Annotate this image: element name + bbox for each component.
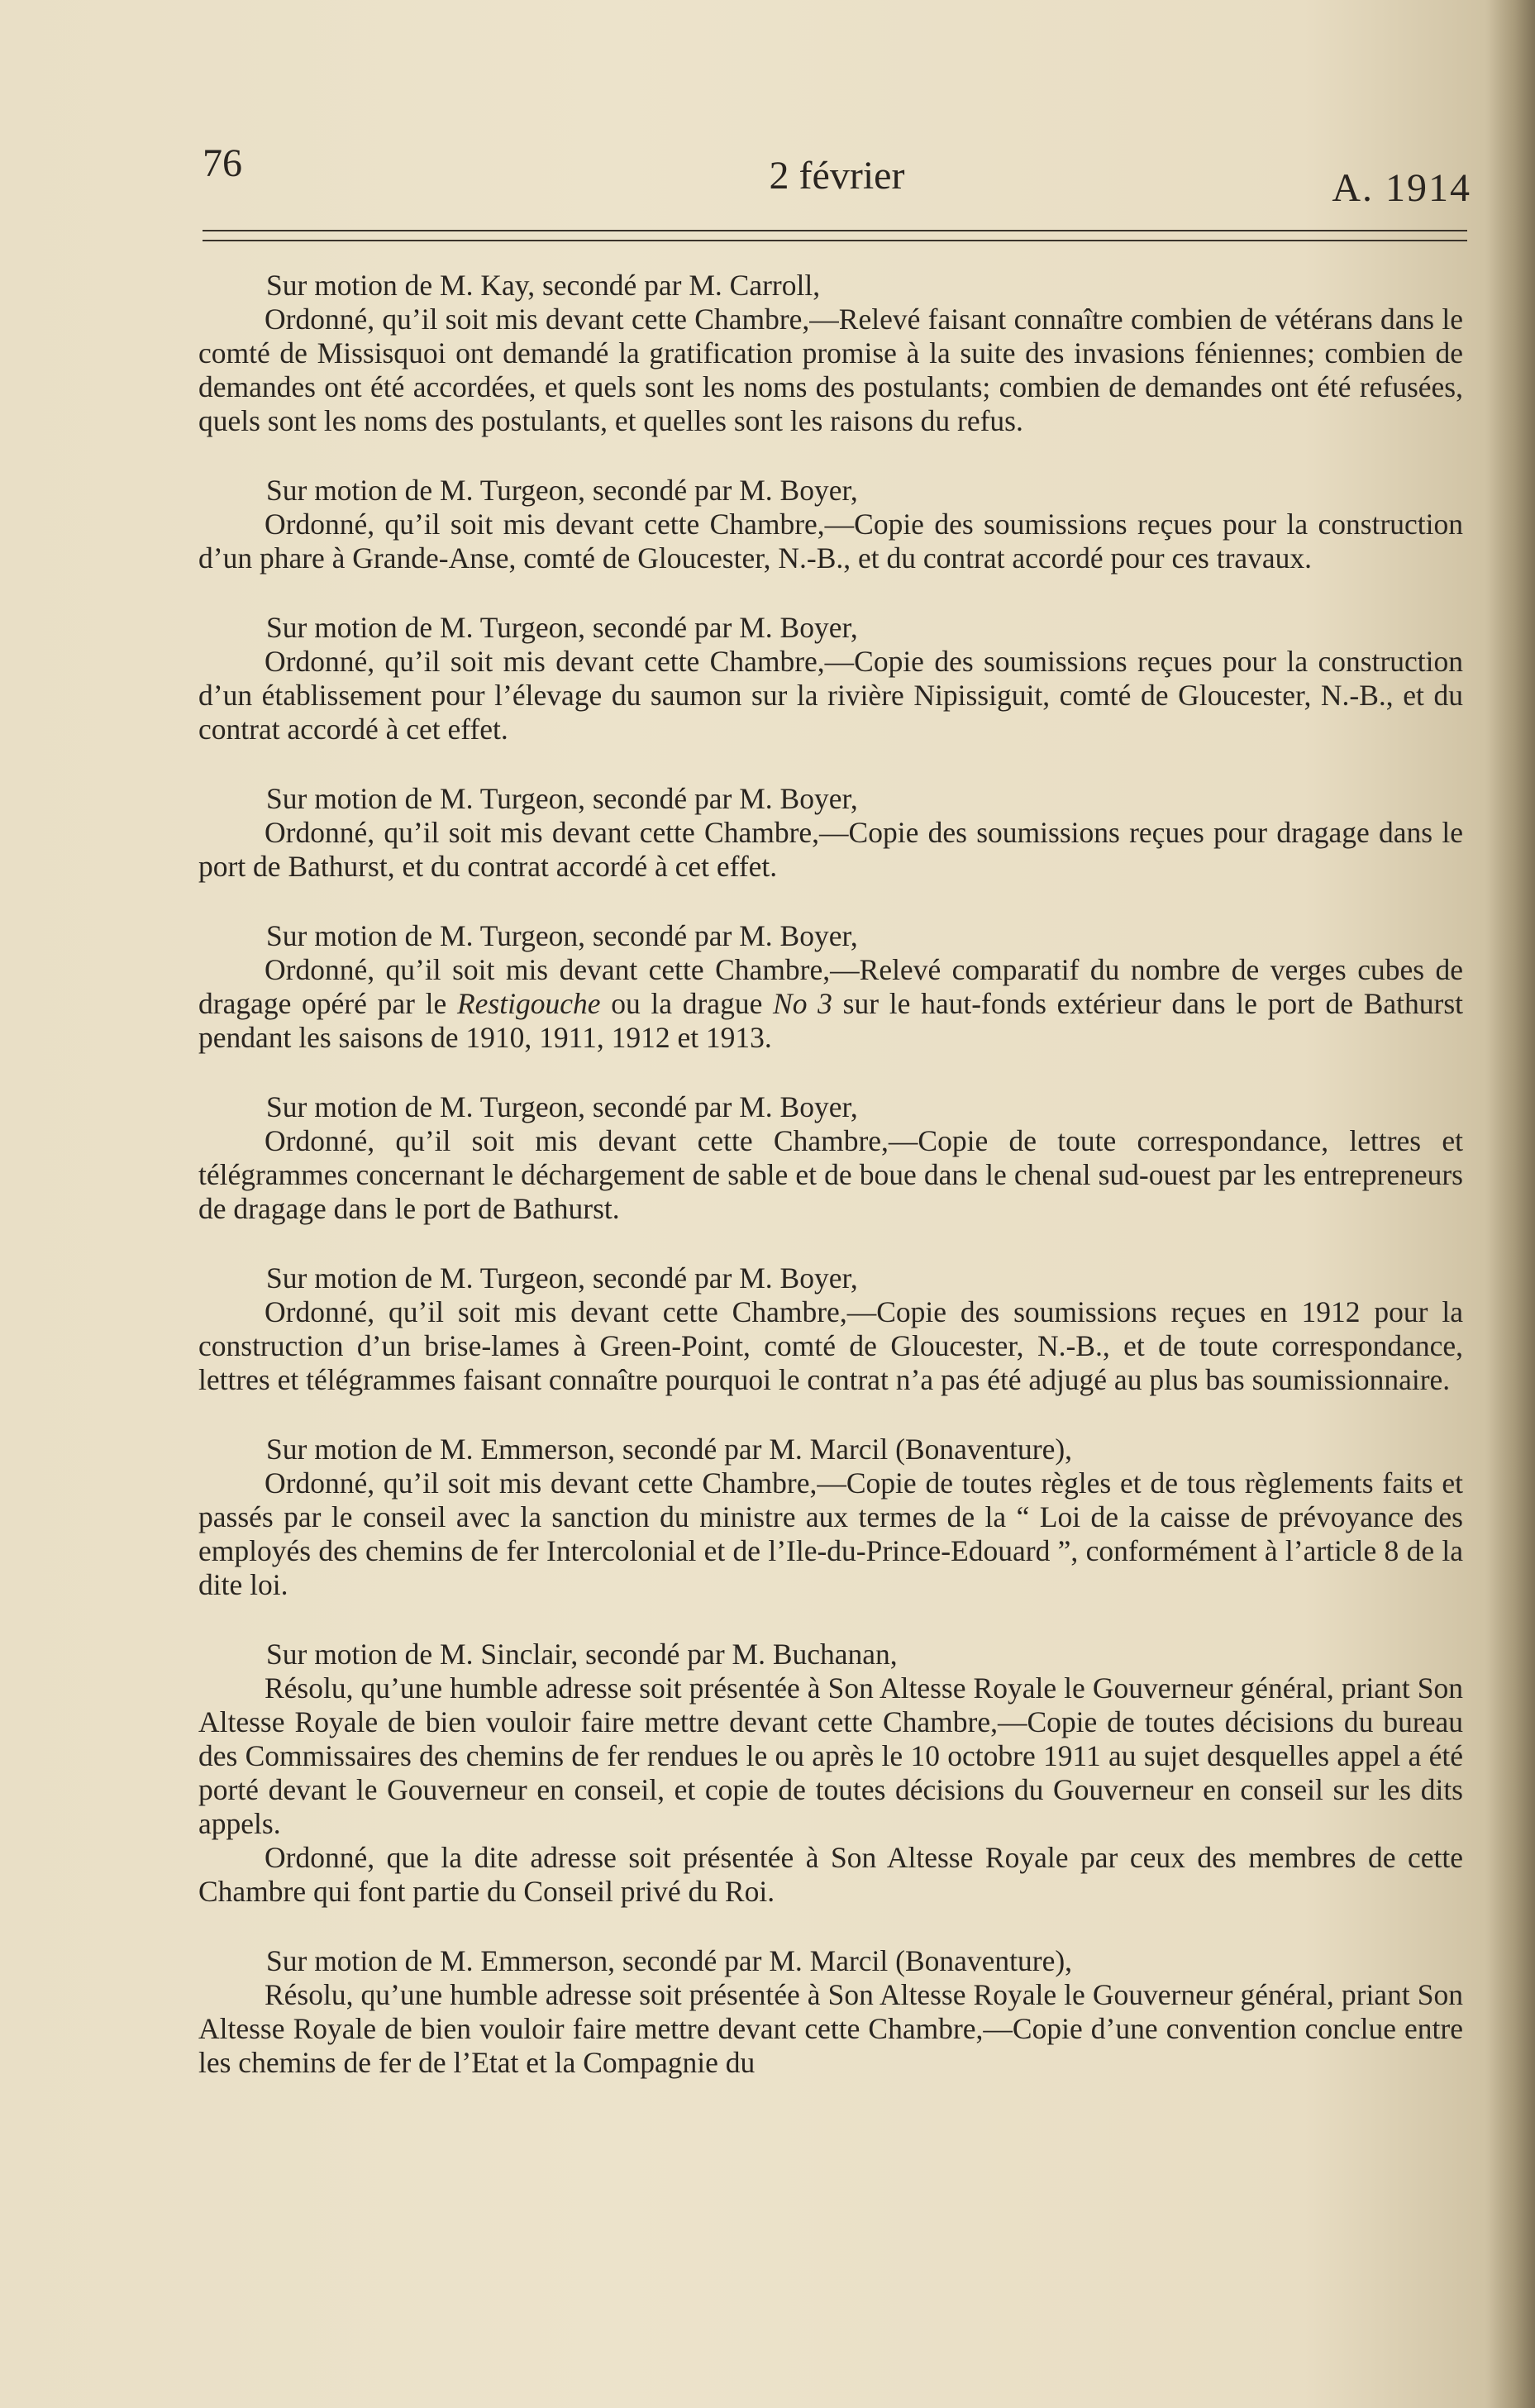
motion-text: Ordonné, que la dite adresse soit présentée à Son Altesse Royale par ceux des membres de cette Chambre qui font partie du Conseil privé du Roi. (198, 1841, 1463, 1908)
motion-lead: Sur motion de M. Emmerson, secondé par M. Marcil (Bonaventure), (266, 1944, 1073, 1977)
motion-text: Ordonné, qu’il soit mis devant cette Chambre,—Copie des soumissions reçues pour dragage dans le port de Bathurst, et du contrat accordé à cet effet. (198, 816, 1463, 883)
motion-lead: Sur motion de M. Kay, secondé par M. Carroll, (266, 269, 821, 302)
document-body (198, 269, 1463, 2115)
motion-5 (198, 919, 1463, 1055)
motion-text: Ordonné, qu’il soit mis devant cette Chambre,—Copie de toutes règles et de tous règlements faits et passés par le conseil avec la sanction du ministre aux termes de la “ Loi de la caisse de prévoyance des employés des chemins de fer Intercolonial et de l’Ile-du-Prince-Edouard ”, conformément à l’article 8 de la dite loi. (198, 1466, 1463, 1601)
motion-lead: Sur motion de M. Emmerson, secondé par M. Marcil (Bonaventure), (266, 1433, 1073, 1466)
page-number: 76 (203, 141, 242, 185)
motion-text-part: ou la drague (600, 987, 774, 1020)
header-rule-top (203, 230, 1467, 231)
motion-6 (198, 1090, 1463, 1226)
motion-lead: Sur motion de M. Turgeon, secondé par M. Boyer, (266, 1090, 858, 1123)
motion-text: Résolu, qu’une humble adresse soit présentée à Son Altesse Royale le Gouverneur général, priant Son Altesse Royale de bien vouloir faire mettre devant cette Chambre,—Copie d’une convention conclue entre les chemins de fer de l’Etat et la Compagnie du (198, 1978, 1463, 2079)
motion-text: Ordonné, qu’il soit mis devant cette Chambre,—Copie des soumissions reçues en 1912 pour la construction d’un brise-lames à Green-Point, comté de Gloucester, N.-B., et de toute correspondance, lettres et télégrammes faisant connaître pourquoi le contrat n’a pas été adjugé au plus bas soumissionnaire. (198, 1295, 1463, 1396)
motion-7 (198, 1261, 1463, 1397)
motion-text-part: sur le haut-fonds extérieur dans le port de Bathurst pendant les saisons de 1910, 1911, 1912 et 1913. (198, 987, 1463, 1054)
header-date: 2 février (769, 154, 905, 198)
motion-8 (198, 1433, 1463, 1602)
motion-text (198, 953, 1463, 1055)
motion-9 (198, 1638, 1463, 1909)
motion-4 (198, 782, 1463, 884)
motion-lead: Sur motion de M. Turgeon, secondé par M. Boyer, (266, 782, 858, 815)
motion-10 (198, 1944, 1463, 2080)
motion-text: Résolu, qu’une humble adresse soit présentée à Son Altesse Royale le Gouverneur général, priant Son Altesse Royale de bien vouloir faire mettre devant cette Chambre,—Copie de toutes décisions du bureau des Commissaires des chemins de fer rendues le ou après le 10 octobre 1911 au sujet desquelles appel a été porté devant le Gouverneur en conseil, et copie de toutes décisions du Gouverneur en conseil sur les dits appels. (198, 1671, 1463, 1840)
header-rule-bottom (203, 240, 1467, 241)
motion-lead: Sur motion de M. Turgeon, secondé par M. Boyer, (266, 611, 858, 644)
motion-text-part: Ordonné, qu’il soit mis devant cette Chambre,—Relevé comparatif du nombre de verges cubes de dragage opéré par le (198, 953, 1463, 1020)
motion-text: Ordonné, qu’il soit mis devant cette Chambre,—Relevé faisant connaître combien de vétérans dans le comté de Missisquoi ont demandé la gratification promise à la suite des invasions féniennes; combien de demandes ont été accordées, et quels sont les noms des postulants; combien de demandes ont été refusées, quels sont les noms des postulants, et quelles sont les raisons du refus. (198, 303, 1463, 437)
motion-text: Ordonné, qu’il soit mis devant cette Chambre,—Copie des soumissions reçues pour la construction d’un phare à Grande-Anse, comté de Gloucester, N.-B., et du contrat accordé pour ces travaux. (198, 508, 1463, 575)
motion-lead: Sur motion de M. Turgeon, secondé par M. Boyer, (266, 919, 858, 952)
dredge-number-italic: No 3 (773, 987, 832, 1020)
motion-1 (198, 269, 1463, 438)
motion-text: Ordonné, qu’il soit mis devant cette Chambre,—Copie des soumissions reçues pour la construction d’un établissement pour l’élevage du saumon sur la rivière Nipissiguit, comté de Gloucester, N.-B., et du contrat accordé à cet effet. (198, 645, 1463, 746)
vessel-name-italic: Restigouche (456, 987, 601, 1020)
motion-text: Ordonné, qu’il soit mis devant cette Chambre,—Copie de toute correspondance, lettres et télégrammes concernant le déchargement de sable et de boue dans le chenal sud-ouest par les entrepreneurs de dragage dans le port de Bathurst. (198, 1124, 1463, 1225)
page-header (203, 141, 1471, 210)
motion-3 (198, 611, 1463, 746)
motion-2 (198, 474, 1463, 575)
motion-lead: Sur motion de M. Turgeon, secondé par M. Boyer, (266, 1261, 858, 1295)
motion-lead: Sur motion de M. Turgeon, secondé par M. Boyer, (266, 474, 858, 507)
header-year: A. 1914 (1332, 166, 1471, 210)
motion-lead: Sur motion de M. Sinclair, secondé par M. Buchanan, (266, 1638, 898, 1671)
page-edge-shadow (1485, 0, 1535, 2408)
